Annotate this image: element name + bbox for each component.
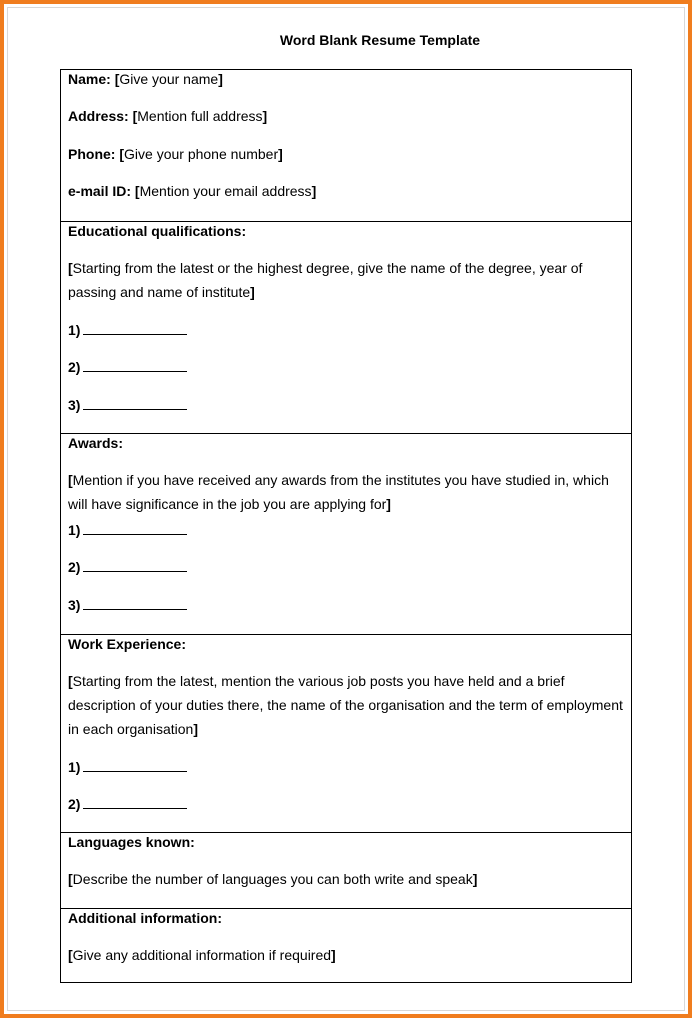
name-line: Name: [Give your name] — [68, 71, 223, 87]
additional-section — [61, 908, 631, 982]
experience-heading: Work Experience: — [68, 636, 187, 652]
awards-desc-line1: [Mention if you have received any awards from the institutes you have studied in, which — [68, 472, 609, 488]
education-heading: Educational qualifications: — [68, 223, 247, 239]
document-title: Word Blank Resume Template — [279, 32, 481, 48]
education-desc-line1: [Starting from the latest or the highest degree, give the name of the degree, year of — [68, 260, 583, 276]
name-value: Give your name — [119, 71, 219, 87]
awards-item-1: 1) — [68, 521, 187, 539]
phone-value: Give your phone number — [124, 146, 279, 162]
address-value: Mention full address — [137, 108, 263, 124]
awards-item-3: 3) — [68, 596, 187, 614]
education-desc-line2: passing and name of institute] — [68, 284, 255, 300]
languages-section — [61, 832, 631, 908]
awards-section — [61, 433, 631, 634]
blank-line — [83, 322, 187, 335]
awards-desc-line2: will have significance in the job you are applying for] — [68, 496, 391, 512]
phone-line: Phone: [Give your phone number] — [68, 146, 283, 162]
experience-item-2: 2) — [68, 795, 187, 813]
blank-line — [83, 359, 187, 372]
email-value: Mention your email address — [139, 183, 312, 199]
experience-desc-line3: in each organisation] — [68, 721, 198, 737]
education-item-3: 3) — [68, 396, 187, 414]
contact-section — [61, 70, 631, 221]
awards-item-2: 2) — [68, 558, 187, 576]
blank-line — [83, 522, 187, 535]
address-line: Address: [Mention full address] — [68, 108, 268, 124]
blank-line — [83, 559, 187, 572]
blank-line — [83, 597, 187, 610]
education-item-1: 1) — [68, 321, 187, 339]
blank-line — [83, 759, 187, 772]
experience-item-1: 1) — [68, 758, 187, 776]
phone-label: Phone: — [68, 146, 116, 162]
resume-form — [60, 69, 632, 983]
additional-desc: [Give any additional information if required] — [68, 947, 336, 963]
experience-desc-line2: description of your duties there, the name of the organisation and the term of employment — [68, 697, 623, 713]
languages-desc: [Describe the number of languages you can both write and speak] — [68, 871, 478, 887]
blank-line — [83, 397, 187, 410]
awards-heading: Awards: — [68, 435, 123, 451]
experience-section — [61, 634, 631, 832]
additional-heading: Additional information: — [68, 910, 222, 926]
email-label: e-mail ID: — [68, 183, 132, 199]
blank-line — [83, 796, 187, 809]
education-section — [61, 221, 631, 433]
name-label: Name: — [68, 71, 111, 87]
address-label: Address: — [68, 108, 129, 124]
experience-desc-line1: [Starting from the latest, mention the various job posts you have held and a brief — [68, 673, 565, 689]
education-item-2: 2) — [68, 358, 187, 376]
languages-heading: Languages known: — [68, 834, 195, 850]
email-line: e-mail ID: [Mention your email address] — [68, 183, 317, 199]
